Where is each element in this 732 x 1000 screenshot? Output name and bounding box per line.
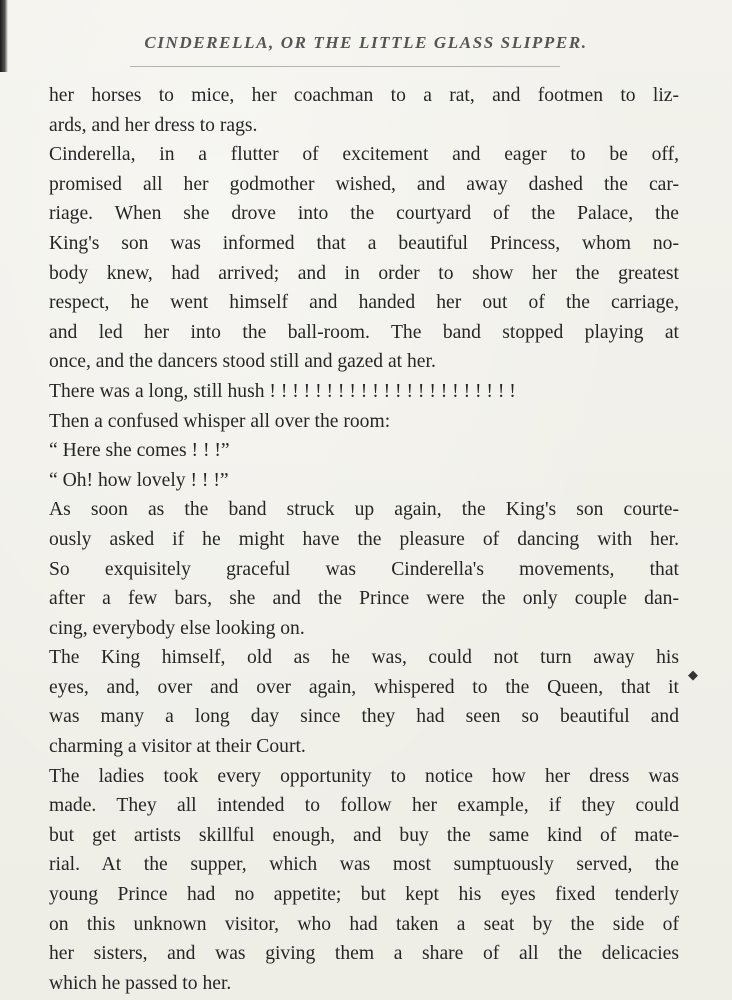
text-line-14: “ Oh! how lovely ! ! !” [49, 469, 229, 491]
text-line-4: promised all her godmother wished, and away dashed the car- [49, 173, 679, 195]
text-line-19: cing, everybody else looking on. [49, 617, 305, 639]
text-line-23: charming a visitor at their Court. [49, 736, 306, 758]
text-line-30: her sisters, and was giving them a share of all the delicacies [49, 943, 679, 965]
text-line-29: on this unknown visitor, who had taken a seat by the side of [49, 913, 679, 935]
text-line-7: body knew, had arrived; and in order to show her the greatest [49, 262, 679, 284]
text-line-5: riage. When she drove into the courtyard of the Palace, the [49, 203, 679, 225]
text-line-21: eyes, and, over and over again, whispered to the Queen, that it [49, 676, 679, 698]
text-line-24: The ladies took every opportunity to notice how her dress was [49, 765, 679, 787]
text-line-27: rial. At the supper, which was most sumptuously served, the [49, 854, 679, 876]
text-line-2: ards, and her dress to rags. [49, 114, 258, 136]
text-line-1: her horses to mice, her coachman to a rat, and footmen to liz- [49, 85, 679, 106]
text-line-8: respect, he went himself and handed her out of the carriage, [49, 292, 679, 314]
text-line-15: As soon as the band struck up again, the King's son courte- [49, 499, 679, 521]
text-line-17: So exquisitely graceful was Cinderella's movements, that [49, 558, 679, 580]
text-line-20: The King himself, old as he was, could not turn away his [49, 647, 679, 669]
text-line-25: made. They all intended to follow her example, if they could [49, 795, 679, 817]
text-line-22: was many a long day since they had seen so beautiful and [49, 706, 679, 728]
ink-blot-mark: ◆ [688, 668, 698, 683]
text-line-26: but get artists skillful enough, and buy the same kind of mate- [49, 824, 679, 846]
running-head: CINDERELLA, OR THE LITTLE GLASS SLIPPER. [144, 33, 588, 52]
text-line-13: “ Here she comes ! ! !” [49, 440, 230, 462]
text-line-3: Cinderella, in a flutter of excitement and eager to be off, [49, 144, 679, 166]
text-line-31: which he passed to her. [49, 972, 232, 994]
text-line-16: ously asked if he might have the pleasure of dancing with her. [49, 528, 679, 550]
body-text [49, 81, 679, 998]
text-line-18: after a few bars, she and the Prince were the only couple dan- [49, 588, 679, 610]
text-line-10: once, and the dancers stood still and gazed at her. [49, 351, 436, 373]
header-rule [130, 66, 560, 67]
text-line-9: and led her into the ball-room. The band stopped playing at [49, 321, 679, 343]
text-line-6: King's son was informed that a beautiful Princess, whom no- [49, 232, 679, 254]
text-line-11: There was a long, still hush ! ! ! ! ! ! ! ! ! ! ! ! ! ! ! ! ! ! ! ! ! ! [49, 380, 516, 402]
text-line-12: Then a confused whisper all over the room: [49, 410, 391, 432]
text-line-28: young Prince had no appetite; but kept his eyes fixed tenderly [49, 884, 679, 906]
